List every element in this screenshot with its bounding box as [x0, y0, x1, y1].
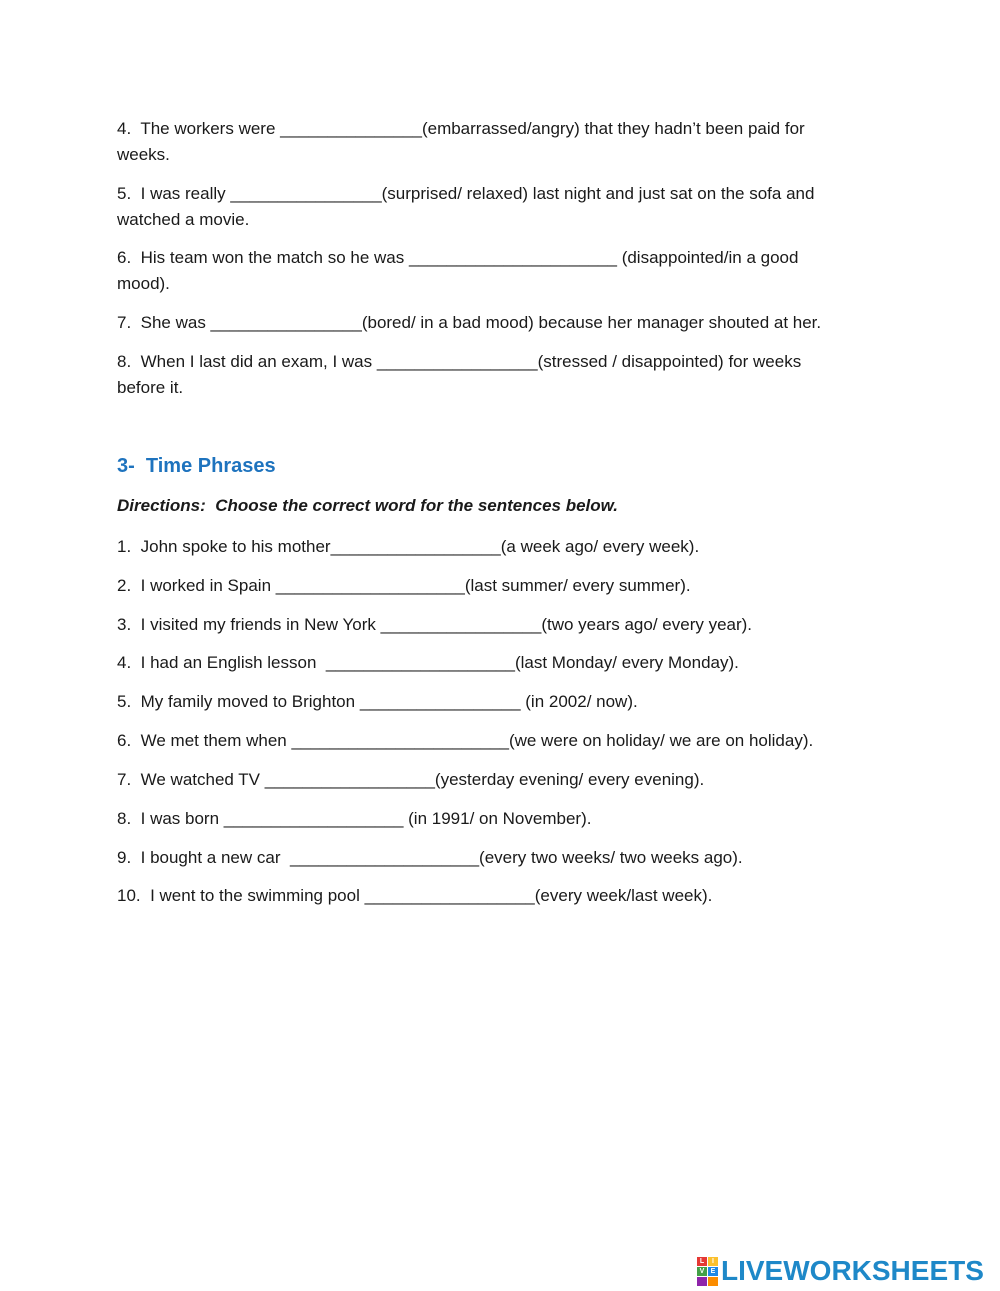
exercise-item-5-line2: watched a movie. [117, 210, 250, 229]
exercise-item-6-line2: mood). [117, 274, 170, 293]
logo-blocks-icon [697, 1257, 718, 1286]
section-heading: 3- Time Phrases [117, 455, 276, 477]
logo-block: I [708, 1257, 718, 1266]
time-item-8: 8. I was born ___________________ (in 1991/ on November). [117, 809, 592, 828]
exercise-item-5-line1: 5. I was really ________________(surprised/ relaxed) last night and just sat on the sofa and [117, 184, 815, 203]
time-item-9: 9. I bought a new car ____________________(every two weeks/ two weeks ago). [117, 848, 743, 867]
time-item-2: 2. I worked in Spain ____________________(last summer/ every summer). [117, 576, 691, 595]
time-item-3: 3. I visited my friends in New York _________________(two years ago/ every year). [117, 615, 753, 634]
logo-block [708, 1277, 718, 1286]
liveworksheets-logo[interactable] [697, 1256, 984, 1286]
exercise-item-7-line1: 7. She was ________________(bored/ in a bad mood) because her manager shouted at her. [117, 313, 822, 332]
logo-block: E [708, 1267, 718, 1276]
logo-text: LIVEWORKSHEETS [721, 1255, 984, 1286]
time-item-1: 1. John spoke to his mother__________________(a week ago/ every week). [117, 537, 700, 556]
exercise-item-4-line2: weeks. [117, 145, 170, 164]
logo-block: L [697, 1257, 707, 1266]
exercise-item-8-line2: before it. [117, 378, 184, 397]
time-item-4: 4. I had an English lesson ____________________(last Monday/ every Monday). [117, 653, 739, 672]
logo-block: V [697, 1267, 707, 1276]
logo-block [697, 1277, 707, 1286]
time-item-5: 5. My family moved to Brighton _________________ (in 2002/ now). [117, 692, 638, 711]
time-item-7: 7. We watched TV __________________(yesterday evening/ every evening). [117, 770, 705, 789]
exercise-item-6-line1: 6. His team won the match so he was ______________________ (disappointed/in a good [117, 248, 799, 267]
directions-text: Directions: Choose the correct word for the sentences below. [117, 496, 618, 515]
exercise-item-8-line1: 8. When I last did an exam, I was _________________(stressed / disappointed) for weeks [117, 352, 802, 371]
exercise-item-4-line1: 4. The workers were _______________(embarrassed/angry) that they hadn’t been paid for [117, 119, 805, 138]
time-item-10: 10. I went to the swimming pool __________________(every week/last week). [117, 886, 713, 905]
time-item-6: 6. We met them when _______________________(we were on holiday/ we are on holiday). [117, 731, 814, 750]
